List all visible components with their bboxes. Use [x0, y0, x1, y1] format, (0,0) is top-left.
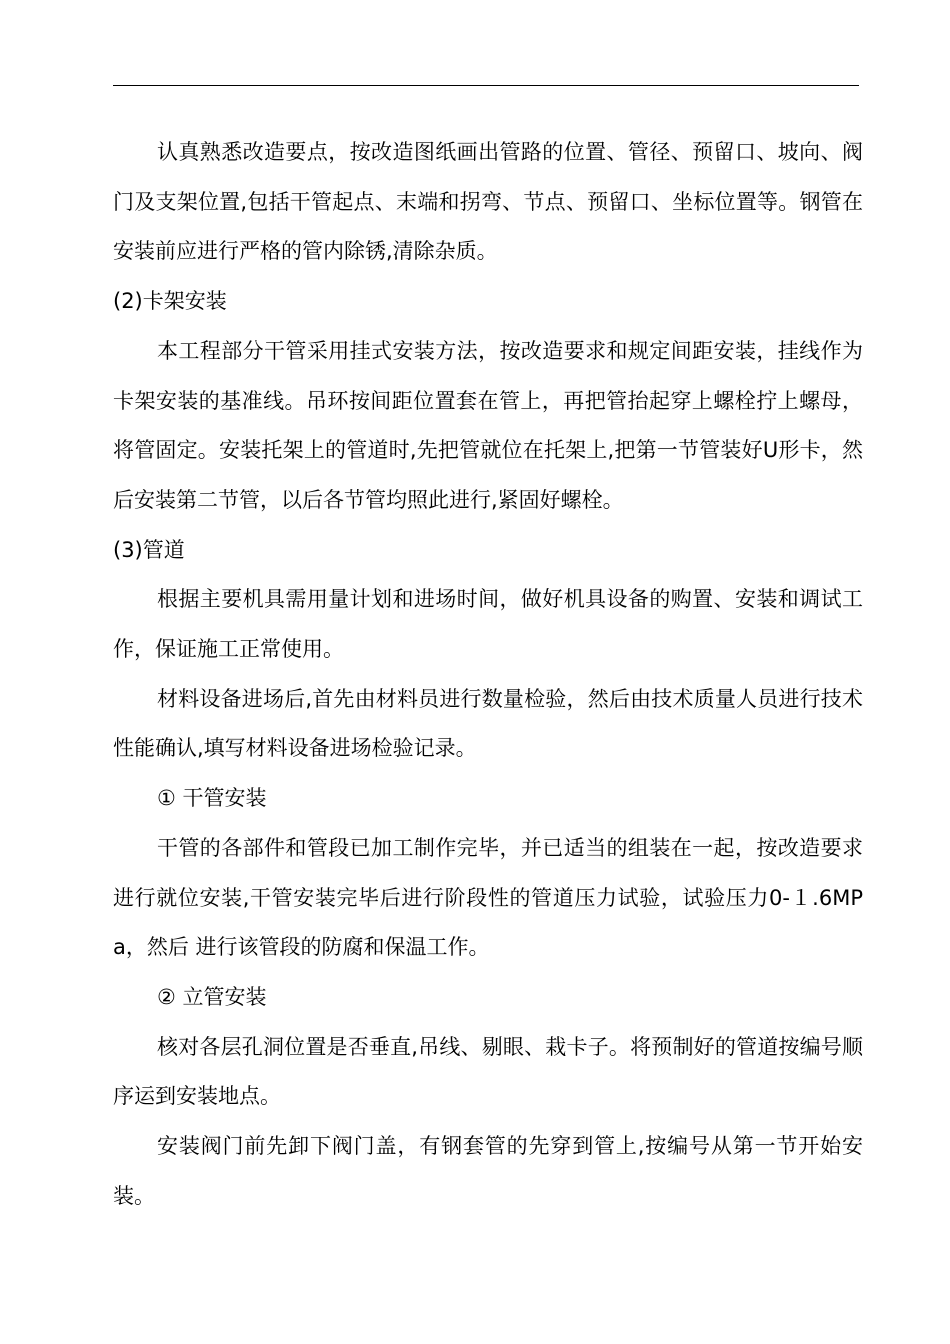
paragraph-equipment: 根据主要机具需用量计划和进场时间，做好机具设备的购置、安装和调试工作，保证施工正常使用。	[113, 587, 863, 662]
paragraph-main-pipe: 干管的各部件和管段已加工制作完毕，并已适当的组装在一起，按改造要求进行就位安装,干管安装完毕后进行阶段性的管道压力试验，试验压力0-１.6MPa，然后 进行该管段的防腐和保温工作。	[113, 835, 863, 960]
paragraph-riser-check: 核对各层孔洞位置是否垂直,吊线、剔眼、栽卡子。将预制好的管道按编号顺序运到安装地点。	[113, 1034, 863, 1109]
paragraph-material-inspection: 材料设备进场后,首先由材料员进行数量检验，然后由技术质量人员进行技术性能确认,填写材料设备进场检验记录。	[113, 686, 863, 761]
header-rule	[113, 85, 859, 86]
section-heading-pipes: (3)管道	[113, 537, 185, 562]
section-heading-bracket-install: (2)卡架安装	[113, 289, 227, 314]
paragraph-bracket-install: 本工程部分干管采用挂式安装方法，按改造要求和规定间距安装，挂线作为卡架安装的基准线。吊环按间距位置套在管上，再把管抬起穿上螺栓拧上螺母，将管固定。安装托架上的管道时,先把管就位在托架上,把第一节管装好U形卡，然后安装第二节管，以后各节管均照此进行,紧固好螺栓。	[113, 338, 863, 512]
subheading-main-pipe: ① 干管安装	[157, 786, 267, 811]
paragraph-valve-install: 安装阀门前先卸下阀门盖，有钢套管的先穿到管上,按编号从第一节开始安装。	[113, 1134, 863, 1208]
subheading-riser-pipe: ② 立管安装	[157, 984, 267, 1009]
document-body	[113, 128, 863, 1221]
paragraph-survey: 认真熟悉改造要点，按改造图纸画出管路的位置、管径、预留口、坡向、阀门及支架位置,包括干管起点、末端和拐弯、节点、预留口、坐标位置等。钢管在安装前应进行严格的管内除锈,清除杂质。	[113, 140, 863, 264]
